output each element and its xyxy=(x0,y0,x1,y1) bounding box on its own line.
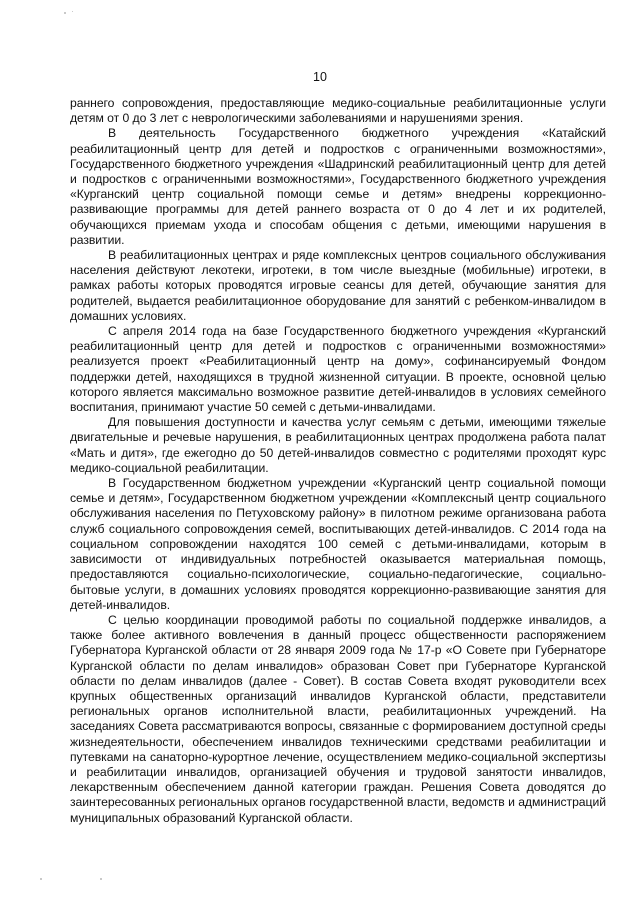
paragraph-2: В деятельность Государственного бюджетного учреждения «Катайский реабилитационный центр для детей и подростков с ограниченными возможностями», Государственного бюджетного учреждения «Шадринский реабилитационный центр для детей и подростков с ограниченными возможностями», Государственного бюджетного учреждения «Курганский центр социальной помощи семье и детям» внедрены коррекционно-развивающие программы для детей раннего возраста от 0 до 4 лет и их родителей, обучающихся приемам ухода и способам общения с детьми, имеющими нарушения в развитии. xyxy=(70,126,606,247)
paragraph-1: раннего сопровождения, предоставляющие медико-социальные реабилитационные услуги детям от 0 до 3 лет с неврологическими заболеваниями и нарушениями зрения. xyxy=(70,96,606,126)
paragraph-3: В реабилитационных центрах и ряде комплексных центров социального обслуживания населения действуют лекотеки, игротеки, в том числе выездные (мобильные) игротеки, в рамках работы которых проводятся игровые сеансы для детей, обучающие занятия для родителей, выдается реабилитационное оборудование для занятий с ребенком-инвалидом в домашних условиях. xyxy=(70,248,606,323)
scan-speck xyxy=(72,11,73,12)
scan-speck xyxy=(40,878,42,880)
paragraph-7: С целью координации проводимой работы по социальной поддержке инвалидов, а также более активного вовлечения в данный процесс общественности распоряжением Губернатора Курганской области от 28 января 2009 года № 17-р «О Совете при Губернаторе Курганской области по делам инвалидов» образован Совет при Губернаторе Курганской области по делам инвалидов (далее - Совет). В состав Совета входят руководители всех крупных общественных организаций инвалидов Курганской области, представители региональных органов исполнительной власти, реабилитационных учреждений. На заседаниях Совета рассматриваются вопросы, связанные с формированием доступной среды жизнедеятельности, обеспечением инвалидов техническими средствами реабилитации и путевками на санаторно-курортное лечение, осуществлением медико-социальной экспертизы и реабилитации инвалидов, организацией обучения и трудовой занятости инвалидов, лекарственным обеспечением данной категории граждан. Решения Совета доводятся до заинтересованных региональных органов государственной власти, ведомств и администраций муниципальных образований Курганской области. xyxy=(70,612,606,825)
paragraph-4: С апреля 2014 года на базе Государственного бюджетного учреждения «Курганский реабилитационный центр для детей и подростков с ограниченными возможностями» реализуется проект «Реабилитационный центр на дому», софинансируемый Фондом поддержки детей, находящихся в трудной жизненной ситуации. В проекте, основной целью которого является максимально возможное развитие детей-инвалидов в условиях семейного воспитания, принимают участие 50 семей с детьми-инвалидами. xyxy=(70,324,606,415)
paragraph-6: В Государственном бюджетном учреждении «Курганский центр социальной помощи семье и детям», Государственном бюджетном учреждении «Комплексный центр социального обслуживания населения по Петуховскому району» в пилотном режиме организована работа служб социального сопровождения семей, воспитывающих детей-инвалидов. С 2014 года на социальном сопровождении находятся 100 семей с детьми-инвалидами, которым в зависимости от индивидуальных потребностей оказывается материальная помощь, предоставляются социально-психологические, социально-педагогические, социально-бытовые услуги, в домашних условиях проводятся коррекционно-развивающие занятия для детей-инвалидов. xyxy=(70,476,606,612)
document-body xyxy=(70,96,606,826)
scan-speck xyxy=(100,878,102,880)
paragraph-5: Для повышения доступности и качества услуг семьям с детьми, имеющими тяжелые двигательные и речевые нарушения, в реабилитационных центрах продолжена работа палат «Мать и дитя», где ежегодно до 50 детей-инвалидов совместно с родителями проходят курс медико-социальной реабилитации. xyxy=(70,415,606,475)
page-number: 10 xyxy=(313,70,327,84)
scan-speck xyxy=(64,12,66,14)
